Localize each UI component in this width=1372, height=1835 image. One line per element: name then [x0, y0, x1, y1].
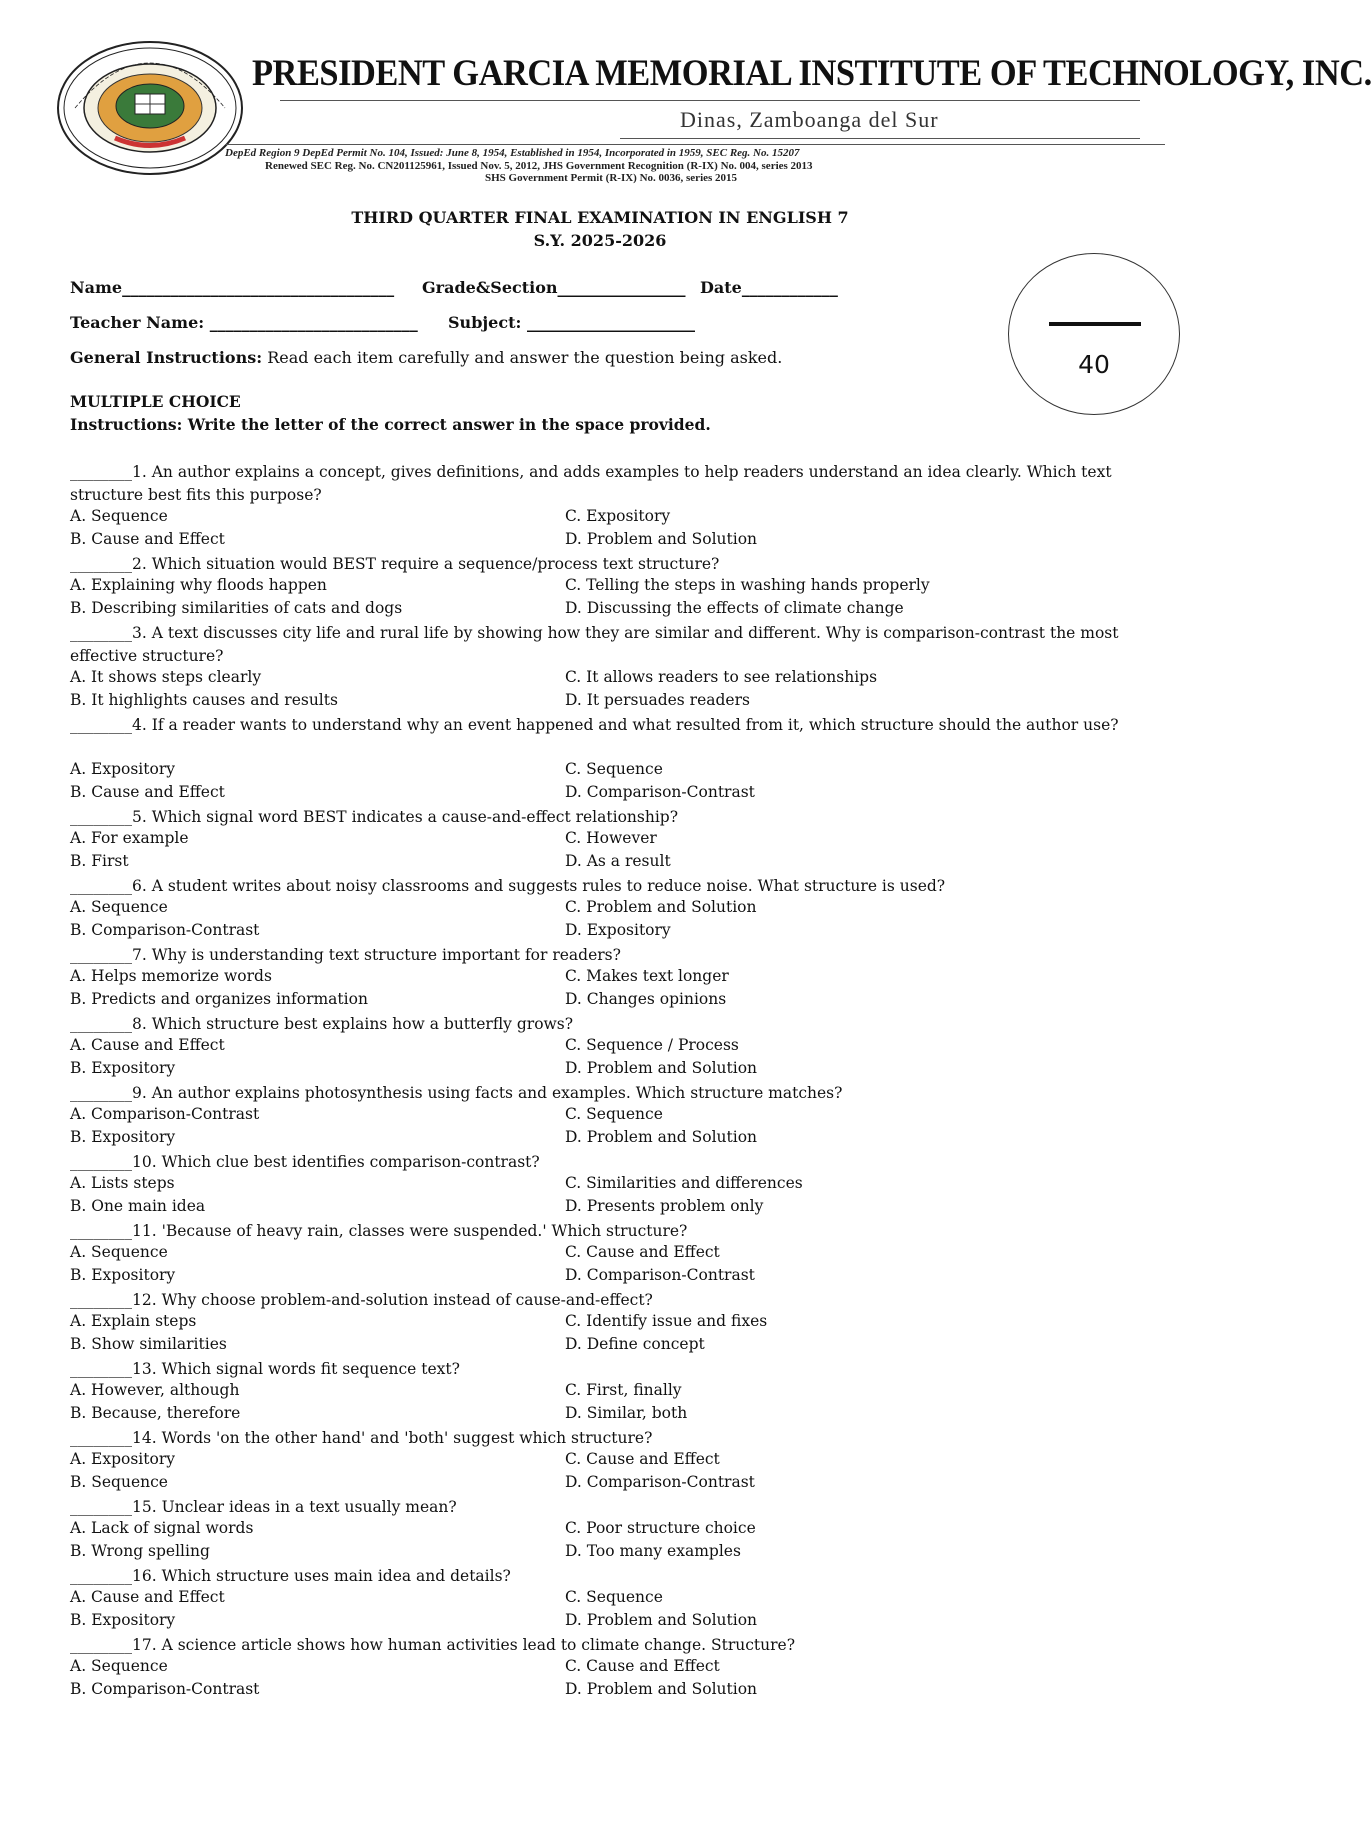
choice-a: A. Comparison-Contrast [70, 1105, 260, 1123]
choice-c: C. It allows readers to see relationships [565, 668, 878, 686]
question-stem: ________9. An author explains photosynthesis using facts and examples. Which structure matches? [70, 1084, 843, 1102]
choice-a: A. Sequence [70, 1243, 168, 1261]
choice-c: C. Telling the steps in washing hands properly [565, 576, 930, 594]
school-seal-logo [55, 38, 245, 178]
question-stem: ________8. Which structure best explains how a butterfly grows? [70, 1015, 574, 1033]
question-stem: ________3. A text discusses city life and rural life by showing how they are similar and different. Why is comparison-contrast the most effective structure? [70, 624, 1119, 665]
choice-d: D. Problem and Solution [565, 1128, 758, 1146]
choice-c: C. Cause and Effect [565, 1450, 720, 1468]
name-field[interactable]: Name__________________________________ [70, 278, 395, 297]
permit-info-line3: SHS Government Permit (R-IX) No. 0036, series 2015 [485, 172, 738, 184]
choice-a: A. Helps memorize words [70, 967, 272, 985]
header-rule [225, 144, 1165, 145]
score-total: 40 [1078, 350, 1110, 379]
teacher-name-field[interactable]: Teacher Name: __________________________ [70, 313, 418, 332]
question-stem: ________5. Which signal word BEST indicates a cause-and-effect relationship? [70, 808, 679, 826]
question-stem: ________11. 'Because of heavy rain, classes were suspended.' Which structure? [70, 1222, 688, 1240]
choice-b: B. First [70, 852, 129, 870]
question-stem: ________1. An author explains a concept, gives definitions, and adds examples to help readers understand an idea clearly. Which text structure best fits this purpose? [70, 463, 1112, 504]
choice-b: B. Predicts and organizes information [70, 990, 368, 1008]
choice-c: C. Sequence [565, 1588, 663, 1606]
choice-c: C. Cause and Effect [565, 1657, 720, 1675]
score-blank-line [1049, 322, 1141, 326]
choice-a: A. Explaining why floods happen [70, 576, 327, 594]
choice-c: C. Makes text longer [565, 967, 729, 985]
choice-d: D. It persuades readers [565, 691, 750, 709]
choice-b: B. Comparison-Contrast [70, 1680, 260, 1698]
choice-b: B. Show similarities [70, 1335, 227, 1353]
school-year: S.Y. 2025-2026 [533, 231, 667, 250]
choice-d: D. Presents problem only [565, 1197, 764, 1215]
permit-info-line2: Renewed SEC Reg. No. CN201125961, Issued Nov. 5, 2012, JHS Government Recognition (R-IX) No. 004, series 2013 [265, 160, 813, 172]
choice-d: D. Define concept [565, 1335, 705, 1353]
grade-section-field[interactable]: Grade&Section________________ [422, 278, 686, 297]
choice-b: B. Expository [70, 1266, 176, 1284]
choice-d: D. Similar, both [565, 1404, 688, 1422]
choice-a: A. It shows steps clearly [70, 668, 262, 686]
choice-b: B. Expository [70, 1611, 176, 1629]
choice-d: D. Discussing the effects of climate change [565, 599, 904, 617]
question-stem: ________7. Why is understanding text structure important for readers? [70, 946, 621, 964]
choice-c: C. Expository [565, 507, 671, 525]
section-heading: MULTIPLE CHOICE [70, 392, 241, 411]
choice-b: B. Expository [70, 1128, 176, 1146]
school-address: Dinas, Zamboanga del Sur [680, 107, 939, 132]
choice-d: D. Problem and Solution [565, 530, 758, 548]
question-stem: ________15. Unclear ideas in a text usually mean? [70, 1498, 457, 1516]
choice-d: D. Too many examples [565, 1542, 741, 1560]
question-stem: ________16. Which structure uses main idea and details? [70, 1567, 511, 1585]
choice-a: A. Expository [70, 1450, 175, 1468]
choice-d: D. Expository [565, 921, 671, 939]
date-field[interactable]: Date____________ [700, 278, 838, 297]
question-stem: ________13. Which signal words fit sequence text? [70, 1360, 460, 1378]
score-circle [1008, 253, 1180, 415]
question-stem: ________17. A science article shows how human activities lead to climate change. Structure? [70, 1636, 796, 1654]
choice-c: C. Problem and Solution [565, 898, 757, 916]
choice-b: B. Cause and Effect [70, 783, 225, 801]
school-name: PRESIDENT GARCIA MEMORIAL INSTITUTE OF TECHNOLOGY, INC. [252, 53, 1372, 94]
choice-d: D. Problem and Solution [565, 1611, 758, 1629]
general-instructions-label: General Instructions: [70, 348, 263, 367]
choice-a: A. Lists steps [70, 1174, 175, 1192]
general-instructions [70, 348, 782, 367]
choice-d: D. As a result [565, 852, 671, 870]
choice-b: B. Cause and Effect [70, 530, 225, 548]
choice-b: B. One main idea [70, 1197, 206, 1215]
general-instructions-text: Read each item carefully and answer the question being asked. [262, 348, 783, 367]
choice-a: A. Sequence [70, 898, 168, 916]
choice-c: C. Cause and Effect [565, 1243, 720, 1261]
choice-c: C. First, finally [565, 1381, 682, 1399]
section-instructions: Instructions: Write the letter of the correct answer in the space provided. [70, 415, 711, 434]
header-rule [280, 100, 1140, 101]
choice-a: A. Explain steps [70, 1312, 197, 1330]
choice-b: B. Sequence [70, 1473, 168, 1491]
question-stem: ________4. If a reader wants to understand why an event happened and what resulted from it, which structure should the author use? [70, 716, 1119, 734]
choice-d: D. Problem and Solution [565, 1680, 758, 1698]
subject-field[interactable]: Subject: _____________________ [448, 313, 695, 332]
permit-info-line1: DepEd Region 9 DepEd Permit No. 104, Issued: June 8, 1954, Established in 1954, Incorporated in 1959, SEC Reg. No. 15207 [225, 147, 800, 159]
choice-b: B. Because, therefore [70, 1404, 241, 1422]
choice-a: A. Cause and Effect [70, 1588, 225, 1606]
choice-b: B. Comparison-Contrast [70, 921, 260, 939]
choice-c: C. Sequence [565, 760, 663, 778]
choice-a: A. For example [70, 829, 189, 847]
choice-a: A. Expository [70, 760, 175, 778]
choice-c: C. Poor structure choice [565, 1519, 756, 1537]
choice-a: A. Lack of signal words [70, 1519, 254, 1537]
choice-b: B. Expository [70, 1059, 176, 1077]
choice-a: A. Cause and Effect [70, 1036, 225, 1054]
question-stem: ________10. Which clue best identifies comparison-contrast? [70, 1153, 540, 1171]
choice-c: C. Similarities and differences [565, 1174, 803, 1192]
choice-d: D. Changes opinions [565, 990, 727, 1008]
question-stem: ________12. Why choose problem-and-solution instead of cause-and-effect? [70, 1291, 653, 1309]
choice-a: A. However, although [70, 1381, 240, 1399]
choice-d: D. Comparison-Contrast [565, 1473, 755, 1491]
choice-d: D. Comparison-Contrast [565, 1266, 755, 1284]
choice-a: A. Sequence [70, 1657, 168, 1675]
choice-c: C. Identify issue and fixes [565, 1312, 768, 1330]
question-stem: ________6. A student writes about noisy classrooms and suggests rules to reduce noise. What structure is used? [70, 877, 946, 895]
choice-b: B. Describing similarities of cats and dogs [70, 599, 403, 617]
choice-b: B. Wrong spelling [70, 1542, 210, 1560]
choice-d: D. Problem and Solution [565, 1059, 758, 1077]
exam-title: THIRD QUARTER FINAL EXAMINATION IN ENGLISH 7 [351, 208, 849, 227]
choice-a: A. Sequence [70, 507, 168, 525]
choice-c: C. However [565, 829, 657, 847]
header-rule [620, 138, 1140, 139]
question-stem: ________2. Which situation would BEST require a sequence/process text structure? [70, 555, 720, 573]
choice-b: B. It highlights causes and results [70, 691, 338, 709]
question-stem: ________14. Words 'on the other hand' and 'both' suggest which structure? [70, 1429, 653, 1447]
choice-d: D. Comparison-Contrast [565, 783, 755, 801]
choice-c: C. Sequence / Process [565, 1036, 739, 1054]
choice-c: C. Sequence [565, 1105, 663, 1123]
